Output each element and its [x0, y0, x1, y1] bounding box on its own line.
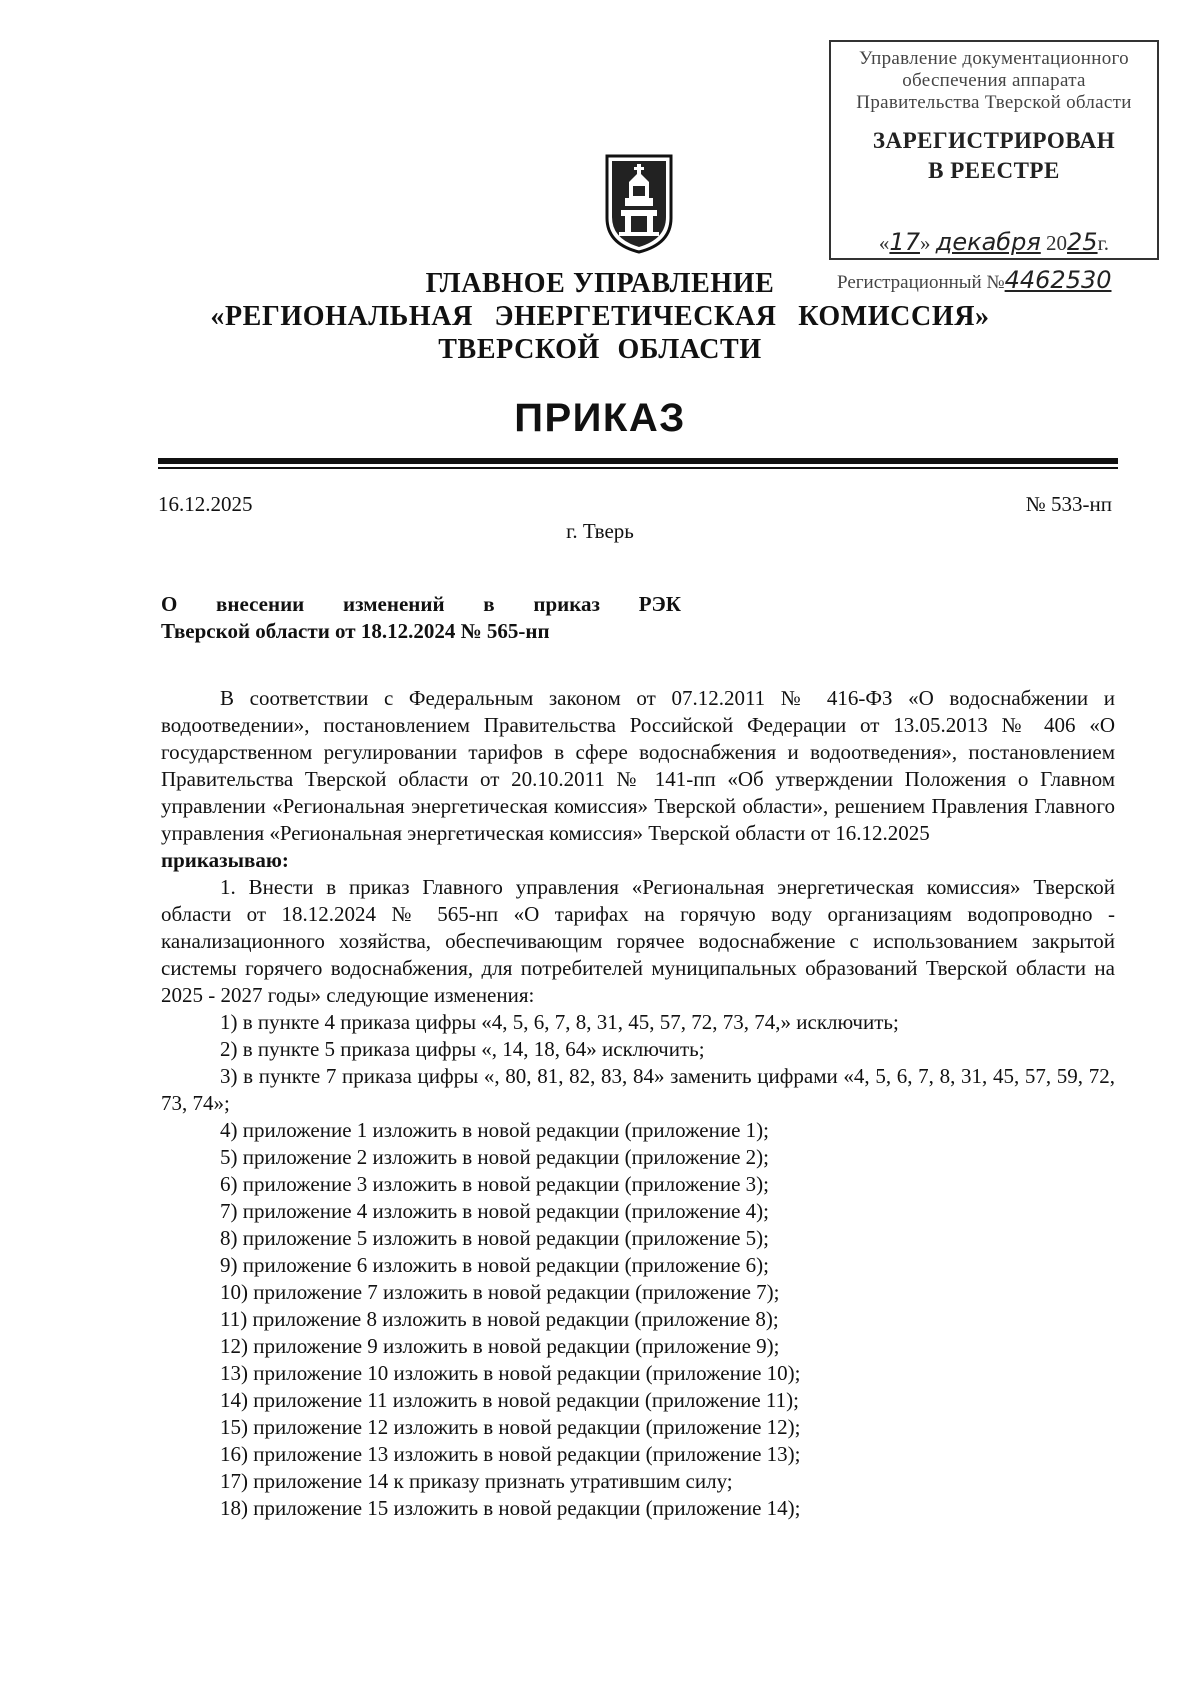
list-item: 2) в пункте 5 приказа цифры «, 14, 18, 64» исключить;: [220, 1037, 705, 1061]
list-item: 14) приложение 11 изложить в новой редакции (приложение 11);: [220, 1388, 799, 1412]
amendments-list: [161, 1009, 1115, 1522]
stamp-date-close-quote: »: [919, 231, 931, 255]
document-body: [161, 685, 1115, 1522]
registration-stamp: [829, 40, 1159, 294]
stamp-date-year-suffix: 25: [1067, 228, 1098, 256]
stamp-reg-label: Регистрационный №: [837, 272, 1005, 293]
list-item: 7) приложение 4 изложить в новой редакции (приложение 4);: [220, 1199, 770, 1223]
header-divider-thin: [158, 467, 1118, 469]
stamp-date-month: декабря: [935, 228, 1041, 256]
list-item: 13) приложение 10 изложить в новой редакции (приложение 10);: [220, 1361, 801, 1385]
stamp-date: [831, 228, 1157, 256]
stamp-registered-1: ЗАРЕГИСТРИРОВАН: [872, 128, 1116, 153]
stamp-reg-value: 4462530: [1004, 266, 1112, 294]
clause-1: 1. Внести в приказ Главного управления «Региональная энергетическая комиссия» Тверской области от 18.12.2024 № 565-нп «О тарифах на горячую воду организациям водопроводно - канализационного хозяйства, обеспечивающим горячее водоснабжение с использованием закрытой системы горячего водоснабжения, для потребителей муниципальных образований Тверской области на 2025 - 2027 годы» следующие изменения:: [161, 875, 1115, 1007]
list-item: 17) приложение 14 к приказу признать утратившим силу;: [220, 1469, 733, 1493]
subject-line-2: Тверской области от 18.12.2024 № 565-нп: [161, 619, 550, 643]
list-item: 4) приложение 1 изложить в новой редакции (приложение 1);: [220, 1118, 770, 1142]
org-name-line-1: ГЛАВНОЕ УПРАВЛЕНИЕ: [425, 268, 775, 299]
list-item: 18) приложение 15 изложить в новой редакции (приложение 14);: [220, 1496, 801, 1520]
list-item: 16) приложение 13 изложить в новой редакции (приложение 13);: [220, 1442, 801, 1466]
coat-of-arms-icon: [603, 152, 675, 254]
stamp-line-1: Управление документационного: [859, 48, 1129, 69]
document-date: 16.12.2025: [158, 492, 253, 516]
stamp-date-year-unit: г.: [1097, 231, 1110, 255]
stamp-line-3: Правительства Тверской области: [856, 92, 1132, 113]
stamp-line-2: обеспечения аппарата: [902, 70, 1086, 91]
org-name-line-2: «РЕГИОНАЛЬНАЯ ЭНЕРГЕТИЧЕСКАЯ КОМИССИЯ»: [210, 301, 990, 332]
org-name-line-3: ТВЕРСКОЙ ОБЛАСТИ: [438, 334, 762, 365]
preamble-paragraph: В соответствии с Федеральным законом от 07.12.2011 № 416-ФЗ «О водоснабжении и водоотведении», постановлением Правительства Российской Федерации от 13.05.2013 № 406 «О государственном регулировании тарифов в сфере водоснабжения и водоотведения», постановлением Правительства Тверской области от 20.10.2011 № 141-пп «Об утверждении Положения о Главном управлении «Региональная энергетическая комиссия» Тверской области», решением Правления Главного управления «Региональная энергетическая комиссия» Тверской области от 16.12.2025: [161, 686, 1115, 845]
order-word: приказываю:: [161, 848, 289, 872]
header-divider-thick: [158, 458, 1118, 464]
list-item: 9) приложение 6 изложить в новой редакции (приложение 6);: [220, 1253, 770, 1277]
stamp-date-open-quote: «: [878, 231, 890, 255]
document-subject: [161, 591, 681, 645]
list-item: 1) в пункте 4 приказа цифры «4, 5, 6, 7, 8, 31, 45, 57, 72, 73, 74,» исключить;: [220, 1010, 899, 1034]
stamp-registered-2: В РЕЕСТРЕ: [928, 158, 1060, 183]
document-number: № 533-нп: [1025, 492, 1112, 516]
list-item: 5) приложение 2 изложить в новой редакции (приложение 2);: [220, 1145, 770, 1169]
list-item: 3) в пункте 7 приказа цифры «, 80, 81, 82, 83, 84» заменить цифрами «4, 5, 6, 7, 8, 31, 45, 57, 59, 72, 73, 74»;: [161, 1064, 1115, 1115]
document-type-title: ПРИКАЗ: [514, 396, 686, 440]
subject-line-1: О внесении изменений в приказ РЭК: [161, 592, 681, 616]
document-city: г. Тверь: [566, 519, 634, 543]
list-item: 8) приложение 5 изложить в новой редакции (приложение 5);: [220, 1226, 770, 1250]
stamp-date-year-prefix: 20: [1046, 231, 1068, 255]
list-item: 10) приложение 7 изложить в новой редакции (приложение 7);: [220, 1280, 780, 1304]
list-item: 6) приложение 3 изложить в новой редакции (приложение 3);: [220, 1172, 770, 1196]
stamp-date-day: 17: [889, 228, 920, 256]
list-item: 12) приложение 9 изложить в новой редакции (приложение 9);: [220, 1334, 780, 1358]
list-item: 11) приложение 8 изложить в новой редакции (приложение 8);: [220, 1307, 779, 1331]
list-item: 15) приложение 12 изложить в новой редакции (приложение 12);: [220, 1415, 801, 1439]
